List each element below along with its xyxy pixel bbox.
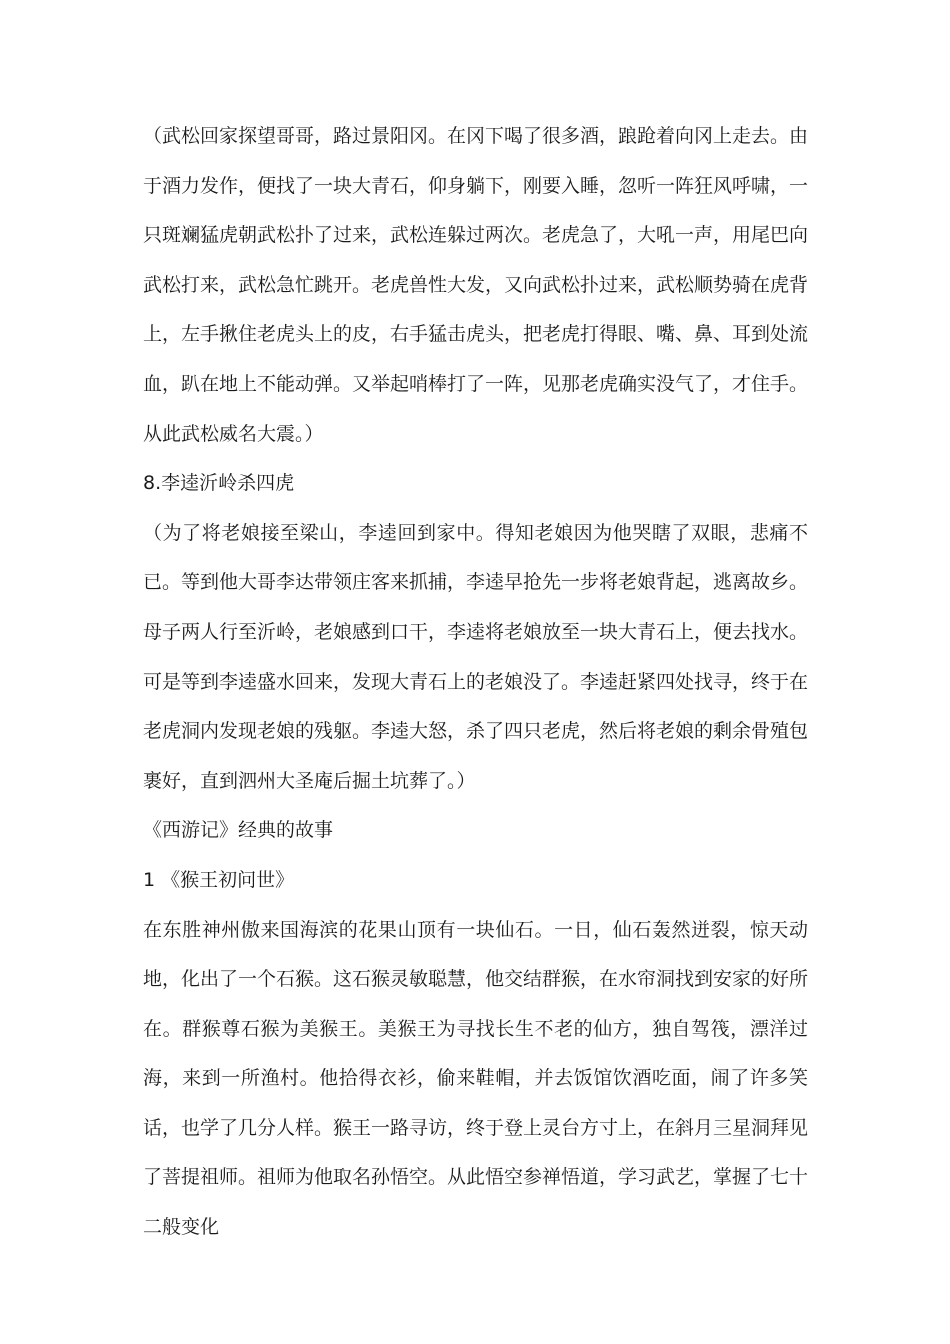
page-content (143, 112, 808, 1253)
houwang-story-heading: 1 《猴王初问世》 (143, 868, 295, 891)
likui-paragraph: （为了将老娘接至梁山，李逵回到家中。得知老娘因为他哭瞎了双眼，悲痛不已。等到他大哥李达带领庄客来抓捕，李逵早抢先一步将老娘背起，逃离故乡。母子两人行至沂岭，老娘感到口干，李逵将老娘放至一块大青石上，便去找水。可是等到李逵盛水回来，发现大青石上的老娘没了。李逵赶紧四处找寻，终于在老虎洞内发现老娘的残躯。李逵大怒，杀了四只老虎，然后将老娘的剩余骨殖包裹好，直到泗州大圣庵后掘土坑葬了。） (143, 521, 809, 792)
likui-section-heading: 8.李逵沂岭杀四虎 (143, 472, 295, 495)
houwang-paragraph: 在东胜神州傲来国海滨的花果山顶有一块仙石。一日，仙石轰然迸裂，惊天动地，化出了一个石猴。这石猴灵敏聪慧，他交结群猴，在水帘洞找到安家的好所在。群猴尊石猴为美猴王。美猴王为寻找长生不老的仙方，独自驾筏，漂洋过海，来到一所渔村。他拾得衣衫，偷来鞋帽，并去饭馆饮酒吃面，闹了许多笑话，也学了几分人样。猴王一路寻访，终于登上灵台方寸上，在斜月三星洞拜见了菩提祖师。祖师为他取名孙悟空。从此悟空参禅悟道，学习武艺，掌握了七十二般变化 (143, 918, 809, 1239)
xiyouji-section-heading: 《西游记》经典的故事 (143, 819, 334, 842)
wusong-paragraph: （武松回家探望哥哥，路过景阳冈。在冈下喝了很多酒，踉跄着向冈上走去。由于酒力发作，便找了一块大青石，仰身躺下，刚要入睡，忽听一阵狂风呼啸，一只斑斓猛虎朝武松扑了过来，武松连躲过两次。老虎急了，大吼一声，用尾巴向武松打来，武松急忙跳开。老虎兽性大发，又向武松扑过来，武松顺势骑在虎背上，左手揪住老虎头上的皮，右手猛击虎头，把老虎打得眼、嘴、鼻、耳到处流血，趴在地上不能动弹。又举起哨棒打了一阵，见那老虎确实没气了，才住手。从此武松威名大震。） (143, 125, 809, 445)
